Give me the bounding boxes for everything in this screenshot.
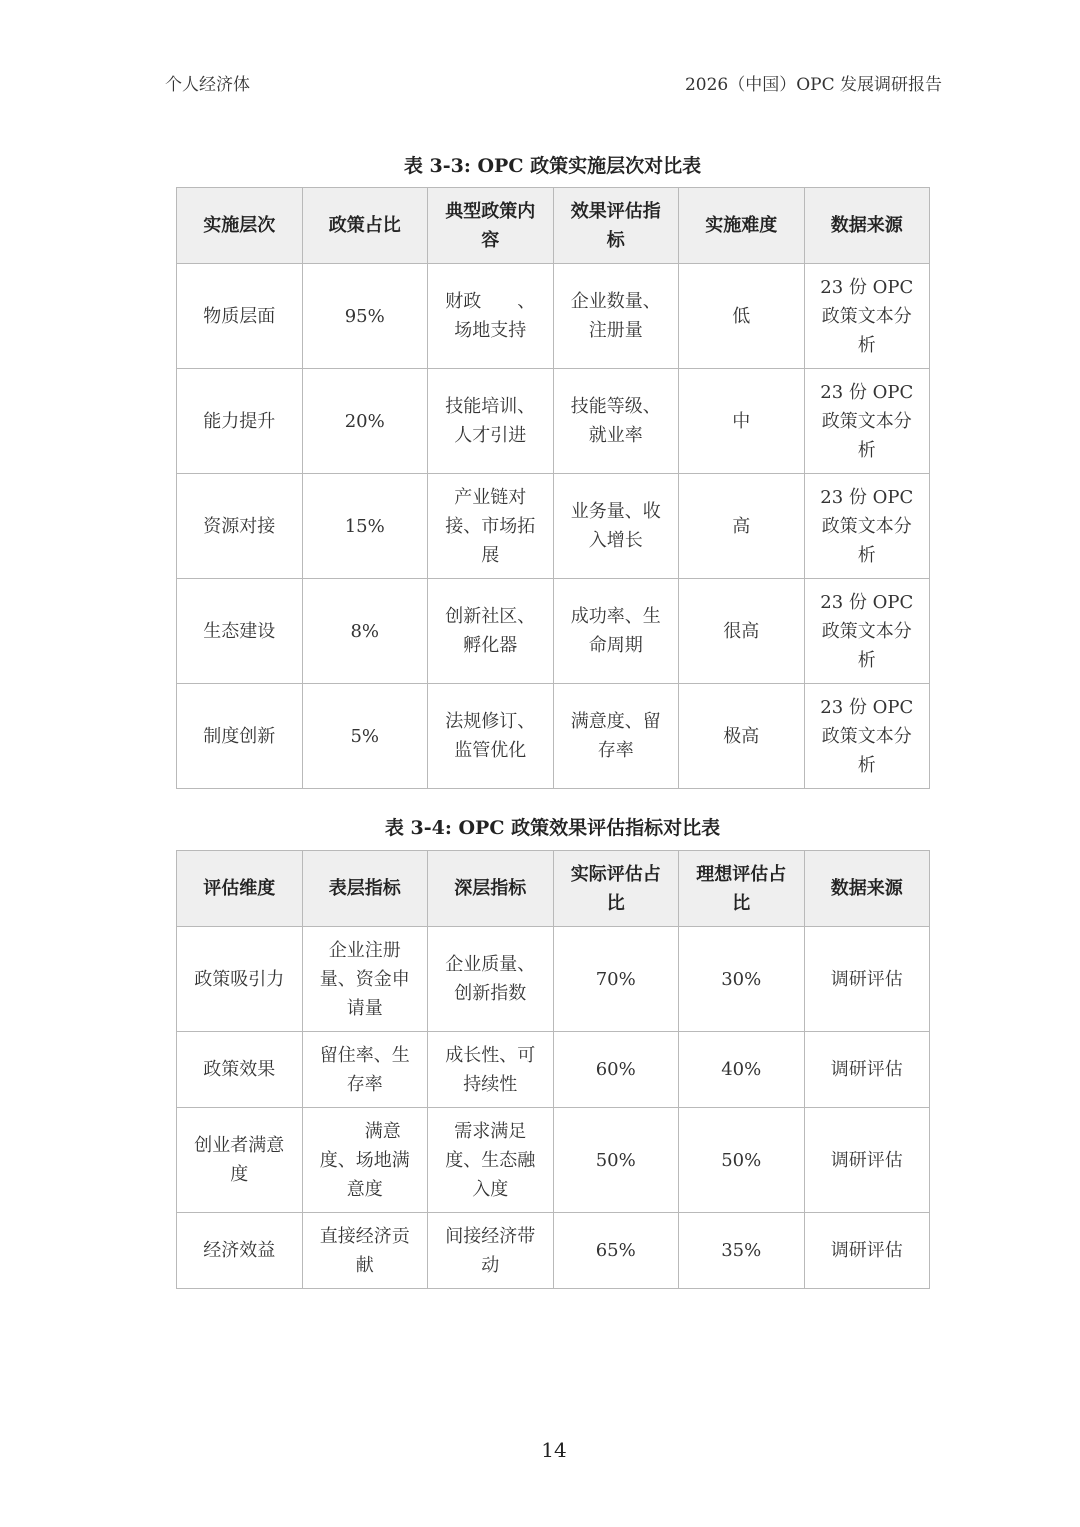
table-cell: 高	[679, 474, 805, 579]
table-cell: 业务量、收入增长	[553, 474, 679, 579]
page-number: 14	[541, 1438, 567, 1462]
table-row	[177, 474, 930, 579]
table-cell: 调研评估	[804, 1213, 930, 1289]
column-header: 典型政策内容	[428, 188, 554, 264]
table-cell: 经济效益	[177, 1213, 303, 1289]
table-row	[177, 264, 930, 369]
table-cell: 技能培训、人才引进	[428, 369, 554, 474]
table-row	[177, 579, 930, 684]
table-header-row	[177, 188, 930, 264]
table-cell: 50%	[553, 1108, 679, 1213]
table-cell: 创业者满意度	[177, 1108, 303, 1213]
table-cell: 间接经济带动	[428, 1213, 554, 1289]
table-cell: 中	[679, 369, 805, 474]
evaluation-metric-table	[176, 850, 930, 1289]
table-cell: 40%	[679, 1032, 805, 1108]
table-cell: 成功率、生命周期	[553, 579, 679, 684]
table-cell: 60%	[553, 1032, 679, 1108]
column-header: 数据来源	[804, 851, 930, 927]
column-header: 效果评估指标	[553, 188, 679, 264]
table-cell: 15%	[302, 474, 428, 579]
table-cell: 成长性、可持续性	[428, 1032, 554, 1108]
column-header: 表层指标	[302, 851, 428, 927]
table-cell: 企业数量、注册量	[553, 264, 679, 369]
table-cell: 留住率、生存率	[302, 1032, 428, 1108]
table-cell: 资源对接	[177, 474, 303, 579]
table-cell: 政策吸引力	[177, 927, 303, 1032]
table-cell: 制度创新	[177, 684, 303, 789]
table-cell: 直接经济贡献	[302, 1213, 428, 1289]
table-row	[177, 1108, 930, 1213]
table-row	[177, 927, 930, 1032]
table-caption: 表 3-3: OPC 政策实施层次对比表	[403, 155, 702, 177]
table-cell: 8%	[302, 579, 428, 684]
table-cell: 50%	[679, 1108, 805, 1213]
table-cell: 35%	[679, 1213, 805, 1289]
table-cell: 能力提升	[177, 369, 303, 474]
table-row	[177, 1213, 930, 1289]
table-cell: 23 份 OPC 政策文本分析	[804, 684, 930, 789]
table-cell: 财政 、场地支持	[428, 264, 554, 369]
column-header: 评估维度	[177, 851, 303, 927]
table-cell: 满意度、场地满意度	[302, 1108, 428, 1213]
column-header: 实施层次	[177, 188, 303, 264]
table-header-row	[177, 851, 930, 927]
table-cell: 23 份 OPC 政策文本分析	[804, 264, 930, 369]
policy-level-table	[176, 187, 930, 789]
column-header: 理想评估占比	[679, 851, 805, 927]
table-cell: 产业链对接、市场拓展	[428, 474, 554, 579]
table-cell: 70%	[553, 927, 679, 1032]
table-cell: 65%	[553, 1213, 679, 1289]
table-row	[177, 369, 930, 474]
running-header-right: 2026（中国）OPC 发展调研报告	[684, 75, 942, 95]
table-cell: 政策效果	[177, 1032, 303, 1108]
table-cell: 23 份 OPC 政策文本分析	[804, 579, 930, 684]
table-cell: 物质层面	[177, 264, 303, 369]
running-header-left: 个人经济体	[165, 75, 250, 95]
table-cell: 需求满足度、生态融入度	[428, 1108, 554, 1213]
table-row	[177, 684, 930, 789]
table-cell: 极高	[679, 684, 805, 789]
table-cell: 生态建设	[177, 579, 303, 684]
column-header: 政策占比	[302, 188, 428, 264]
table-cell: 20%	[302, 369, 428, 474]
column-header: 深层指标	[428, 851, 554, 927]
table-cell: 技能等级、就业率	[553, 369, 679, 474]
table-cell: 30%	[679, 927, 805, 1032]
table-cell: 23 份 OPC 政策文本分析	[804, 474, 930, 579]
table-cell: 很高	[679, 579, 805, 684]
table-cell: 满意度、留存率	[553, 684, 679, 789]
table-cell: 调研评估	[804, 927, 930, 1032]
table-cell: 法规修订、监管优化	[428, 684, 554, 789]
table-caption: 表 3-4: OPC 政策效果评估指标对比表	[384, 817, 721, 839]
table-cell: 95%	[302, 264, 428, 369]
table-cell: 低	[679, 264, 805, 369]
table-cell: 23 份 OPC 政策文本分析	[804, 369, 930, 474]
table-cell: 创新社区、孵化器	[428, 579, 554, 684]
column-header: 实施难度	[679, 188, 805, 264]
table-cell: 调研评估	[804, 1108, 930, 1213]
table-cell: 5%	[302, 684, 428, 789]
column-header: 实际评估占比	[553, 851, 679, 927]
table-cell: 企业质量、创新指数	[428, 927, 554, 1032]
table-cell: 调研评估	[804, 1032, 930, 1108]
table-cell: 企业注册量、资金申请量	[302, 927, 428, 1032]
table-row	[177, 1032, 930, 1108]
column-header: 数据来源	[804, 188, 930, 264]
